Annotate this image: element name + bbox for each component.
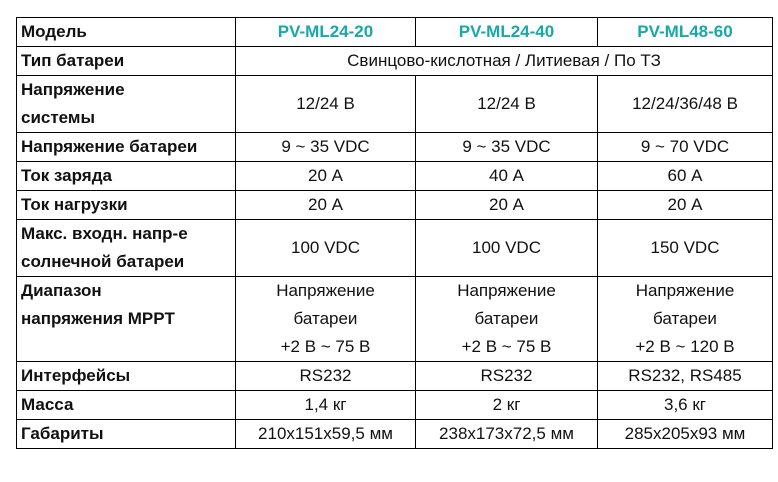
model-name: PV-ML24-40 [416,18,598,47]
row-value: 12/24/36/48 В [598,76,773,133]
row-label: Габариты [17,420,236,449]
header-label: Модель [17,18,236,47]
table-row [17,76,773,133]
table-row [17,162,773,191]
row-value: RS232 [236,362,416,391]
row-value: 12/24 В [416,76,598,133]
table-row [17,220,773,277]
row-value: 20 А [236,191,416,220]
row-label: Масса [17,391,236,420]
row-value: 20 А [416,191,598,220]
table-row [17,277,773,362]
row-value: RS232 [416,362,598,391]
table-row [17,362,773,391]
table-row [17,191,773,220]
row-value: Напряжение батареи +2 В ~ 75 В [416,277,598,362]
row-value: RS232, RS485 [598,362,773,391]
row-value: 238x173x72,5 мм [416,420,598,449]
row-label: Ток нагрузки [17,191,236,220]
row-label: Интерфейсы [17,362,236,391]
row-value: 40 А [416,162,598,191]
row-value: Напряжение батареи +2 В ~ 75 В [236,277,416,362]
header-row [17,18,773,47]
row-label: Диапазон напряжения MPPT [17,277,236,362]
row-value: 3,6 кг [598,391,773,420]
table-row [17,133,773,162]
row-value: 1,4 кг [236,391,416,420]
row-value: Напряжение батареи +2 В ~ 120 В [598,277,773,362]
row-value: 210x151x59,5 мм [236,420,416,449]
row-value: 2 кг [416,391,598,420]
row-value: 9 ~ 35 VDC [416,133,598,162]
row-label: Напряжение системы [17,76,236,133]
row-value: 150 VDC [598,220,773,277]
row-value: 60 А [598,162,773,191]
model-name: PV-ML24-20 [236,18,416,47]
model-name: PV-ML48-60 [598,18,773,47]
row-label: Тип батареи [17,47,236,76]
row-value: 20 А [236,162,416,191]
row-value: 100 VDC [416,220,598,277]
table-row [17,47,773,76]
spec-table [16,17,773,449]
row-value: 9 ~ 70 VDC [598,133,773,162]
spec-table-container [16,17,773,449]
row-label: Ток заряда [17,162,236,191]
row-value: 9 ~ 35 VDC [236,133,416,162]
row-value: 100 VDC [236,220,416,277]
row-value: 12/24 В [236,76,416,133]
row-label: Макс. входн. напр-е солнечной батареи [17,220,236,277]
table-row [17,420,773,449]
row-value: 20 А [598,191,773,220]
row-value: Свинцово-кислотная / Литиевая / По ТЗ [236,47,773,76]
row-value: 285x205x93 мм [598,420,773,449]
table-row [17,391,773,420]
row-label: Напряжение батареи [17,133,236,162]
